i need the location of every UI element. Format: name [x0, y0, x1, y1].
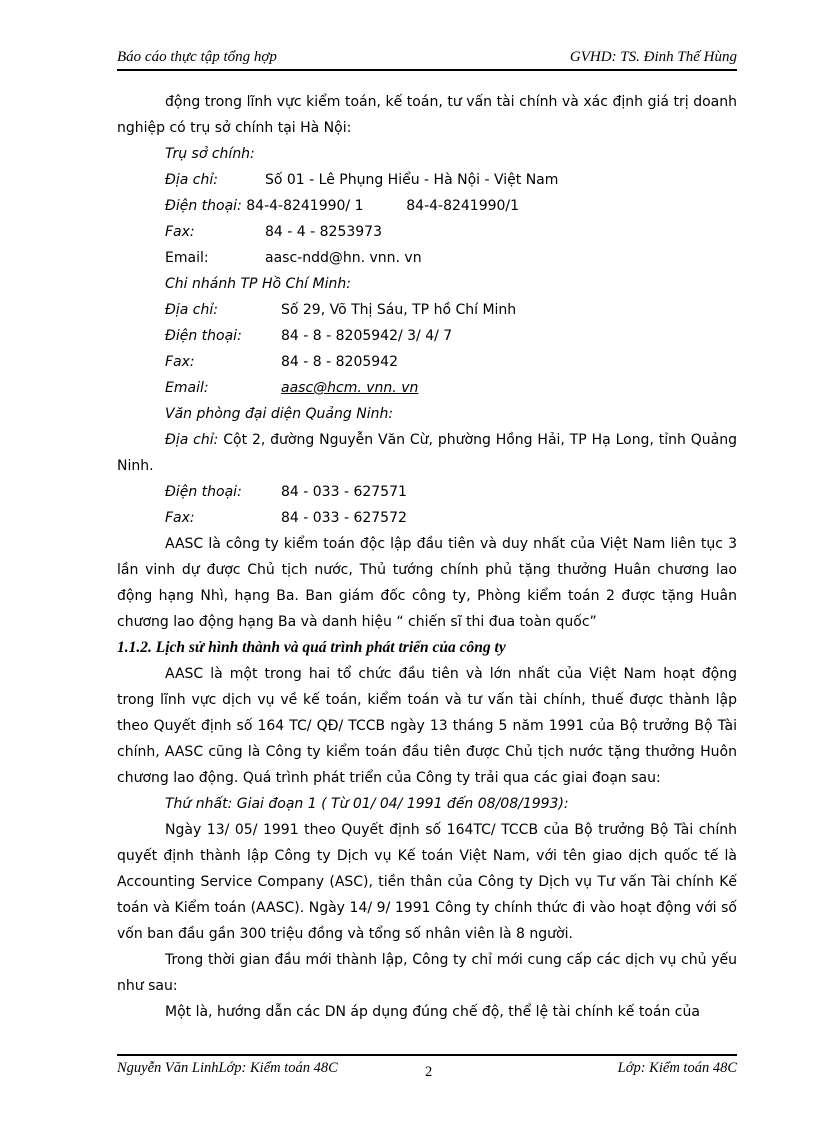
email-value: aasc-ndd@hn. vnn. vn: [265, 250, 422, 266]
fax-label: Fax:: [165, 354, 195, 370]
intro-paragraph: động trong lĩnh vực kiểm toán, kế toán, tư vấn tài chính và xác định giá trị doanh nghiệp có trụ sở chính tại Hà Nội:: [117, 94, 737, 136]
page-number: 2: [425, 1064, 433, 1080]
phone-label: Điện thoại:: [165, 328, 242, 344]
fax-value: 84 - 8 - 8205942: [281, 354, 398, 370]
hcm-fax-row: [117, 349, 737, 375]
footer-author: Nguyễn Văn LinhLớp: Kiểm toán 48C: [117, 1060, 338, 1076]
history-paragraph: AASC là một trong hai tổ chức đầu tiên và lớn nhất của Việt Nam hoạt động trong lĩnh vực dịch vụ về kế toán, kiểm toán và tư vấn tài chính, thuế được thành lập theo Quyết định số 164 TC/ QĐ/ TCCB ngày 13 tháng 5 năm 1991 của Bộ trưởng Bộ Tài chính, AASC cũng là Công ty kiểm toán đầu tiên được Chủ tịch nước tặng thưởng Huôn chương lao động. Quá trình phát triển của Công ty trải qua các giai đoạn sau:: [117, 666, 737, 786]
address-value: Số 01 - Lê Phụng Hiểu - Hà Nội - Việt Nam: [265, 172, 559, 188]
phone-label: Điện thoại:: [165, 198, 242, 214]
fax-label: Fax:: [165, 510, 195, 526]
email-label: Email:: [165, 380, 209, 396]
head-office-fax-row: [117, 219, 737, 245]
document-body: [117, 89, 737, 1025]
qn-phone-row: [117, 479, 737, 505]
stage1-paragraph: Ngày 13/ 05/ 1991 theo Quyết định số 164TC/ TCCB của Bộ trưởng Bộ Tài chính quyết định thành lập Công ty Dịch vụ Kế toán Việt Nam, với tên giao dịch quốc tế là Accounting Service Company (ASC), tiền thân của Công ty Dịch vụ Tư vấn Tài chính Kế toán và Kiểm toán (AASC). Ngày 14/ 9/ 1991 Công ty chính thức đi vào hoạt động với số vốn ban đầu gần 300 triệu đồng và tổng số nhân viên là 8 người.: [117, 822, 737, 942]
head-office-phone-row: [117, 193, 737, 219]
head-office-email-row: [117, 245, 737, 271]
stage1-title: Thứ nhất: Giai đoạn 1 ( Từ 01/ 04/ 1991 đến 08/08/1993):: [165, 796, 569, 812]
phone-value: 84 - 8 - 8205942/ 3/ 4/ 7: [281, 328, 453, 344]
phone-value-2: 84-4-8241990/1: [406, 198, 520, 214]
qn-fax-row: [117, 505, 737, 531]
address-label: Địa chỉ:: [165, 172, 218, 188]
awards-paragraph: AASC là công ty kiểm toán độc lập đầu tiên và duy nhất của Việt Nam liên tục 3 lần vinh dự được Chủ tịch nước, Thủ tướng chính phủ tặng thưởng Huân chương lao động hạng Nhì, hạng Ba. Ban giám đốc công ty, Phòng kiểm toán 2 được tặng Huân chương lao động hạng Ba và danh hiệu “ chiến sĩ thi đua toàn quốc”: [117, 536, 737, 630]
qn-address-row: [117, 427, 737, 479]
address-value: Cột 2, đường Nguyễn Văn Cừ, phường Hồng Hải, TP Hạ Long, tỉnh Quảng Ninh.: [117, 432, 737, 474]
footer-class: Lớp: Kiểm toán 48C: [617, 1060, 737, 1076]
phone-label: Điện thoại:: [165, 484, 242, 500]
first-service-line: Một là, hướng dẫn các DN áp dụng đúng chế độ, thể lệ tài chính kế toán của: [165, 1004, 700, 1020]
page-footer: [117, 1054, 737, 1082]
head-office-title: Trụ sở chính:: [165, 146, 255, 162]
phone-value: 84 - 033 - 627571: [281, 484, 407, 500]
hcm-branch-title: Chi nhánh TP Hồ Chí Minh:: [165, 276, 351, 292]
hcm-phone-row: [117, 323, 737, 349]
phone-value-1: 84-4-8241990/ 1: [246, 198, 364, 214]
header-supervisor: GVHD: TS. Đinh Thế Hùng: [569, 49, 737, 65]
hcm-address-row: [117, 297, 737, 323]
fax-value: 84 - 033 - 627572: [281, 510, 407, 526]
page-header: [117, 47, 737, 71]
early-services-paragraph: Trong thời gian đầu mới thành lập, Công ty chỉ mới cung cấp các dịch vụ chủ yếu như sau:: [117, 952, 737, 994]
address-label: Địa chỉ:: [165, 432, 219, 448]
header-report-title: Báo cáo thực tập tổng hợp: [117, 49, 277, 65]
head-office-address-row: [117, 167, 737, 193]
address-label: Địa chỉ:: [165, 302, 218, 318]
fax-label: Fax:: [165, 224, 195, 240]
email-label: Email:: [165, 250, 209, 266]
email-link[interactable]: aasc@hcm. vnn. vn: [281, 380, 419, 396]
qn-office-title: Văn phòng đại diện Quảng Ninh:: [165, 406, 394, 422]
section-heading: 1.1.2. Lịch sử hình thành và quá trình phát triển của công ty: [117, 639, 506, 656]
hcm-email-row: [117, 375, 737, 401]
fax-value: 84 - 4 - 8253973: [265, 224, 382, 240]
address-value: Số 29, Võ Thị Sáu, TP hồ Chí Minh: [281, 302, 517, 318]
